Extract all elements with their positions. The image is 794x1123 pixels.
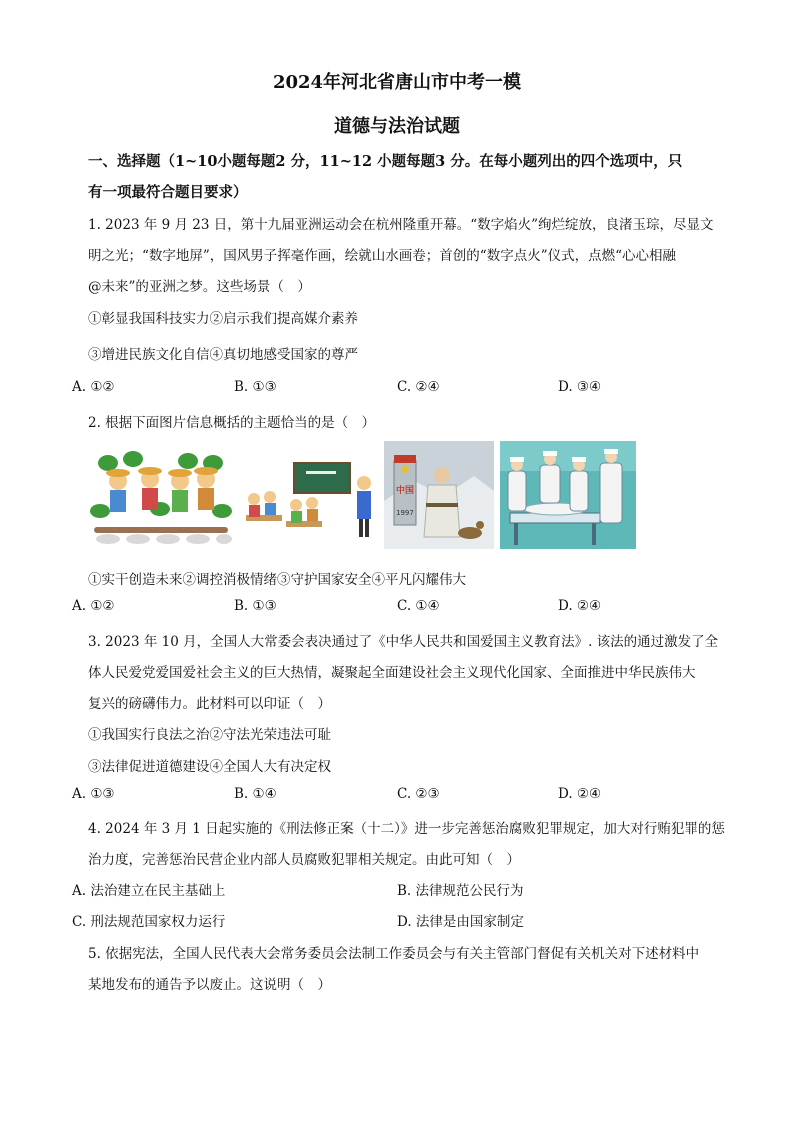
border-guard-icon (384, 441, 494, 549)
q4-option-a[interactable]: A. 法治建立在民主基础上 (72, 883, 226, 899)
q1-option-c[interactable]: C. ②④ (397, 379, 440, 395)
exam-subtitle: 道德与法治试题 (334, 116, 460, 137)
q2-image-classroom (236, 441, 382, 549)
q3-line1: 3. 2023 年 10 月，全国人大常委会表决通过了《中华人民共和国爱国主义教育法》. 该法的通过激发了全 (88, 634, 719, 650)
classroom-icon (236, 441, 382, 549)
q4-option-d[interactable]: D. 法律是由国家制定 (397, 914, 524, 930)
q3-line3: 复兴的磅礴伟力。此材料可以印证（ ） (88, 696, 331, 712)
q2-statement1: ①实干创造未来②调控消极情绪③守护国家安全④平凡闪耀伟大 (88, 572, 466, 588)
q1-line1: 1. 2023 年 9 月 23 日，第十九届亚洲运动会在杭州隆重开幕。“数字焰火”绚烂绽放，良渚玉琮，尽显文 (88, 217, 714, 233)
exam-title: 2024年河北省唐山市中考一模 (272, 72, 522, 93)
section-heading-line1: 一、选择题（1~10小题每题2 分，11~12 小题每题3 分。在每小题列出的四个选项中，只 (88, 153, 683, 170)
q4-option-c[interactable]: C. 刑法规范国家权力运行 (72, 914, 226, 930)
q5-line1: 5. 依据宪法，全国人民代表大会常务委员会法制工作委员会与有关主管部门督促有关机关对下述材料中 (88, 946, 700, 962)
q2-option-d[interactable]: D. ②④ (558, 598, 602, 614)
q3-option-c[interactable]: C. ②③ (397, 786, 440, 802)
q3-option-b[interactable]: B. ①④ (234, 786, 277, 802)
q1-line3: @未来”的亚洲之梦。这些场景（ ） (88, 279, 311, 295)
q2-line1: 2. 根据下面图片信息概括的主题恰当的是（ ） (88, 415, 376, 431)
q1-option-a[interactable]: A. ①② (72, 379, 115, 395)
q3-statement2: ③法律促进道德建设④全国人大有决定权 (88, 759, 331, 775)
section-heading-line2: 有一项最符合题目要求） (88, 184, 248, 201)
border-marker-year: 1997 (396, 509, 414, 517)
border-marker-label: 中国 (396, 486, 415, 496)
q2-image-doctors (500, 441, 636, 549)
q2-option-b[interactable]: B. ①③ (234, 598, 277, 614)
q1-statement1: ①彰显我国科技实力②启示我们提高媒介素养 (88, 311, 358, 327)
q1-line2: 明之光；“数字地屏”，国风男子挥毫作画，绘就山水画卷；首创的“数字点火”仪式，点燃“心心相融 (88, 248, 677, 264)
q4-line2: 治力度，完善惩治民营企业内部人员腐败犯罪相关规定。由此可知（ ） (88, 852, 520, 868)
q1-option-d[interactable]: D. ③④ (558, 379, 602, 395)
q2-image-border-guard (384, 441, 494, 549)
q3-statement1: ①我国实行良法之治②守法光荣违法可耻 (88, 727, 331, 743)
q5-line2: 某地发布的通告予以废止。这说明（ ） (88, 977, 331, 993)
q1-statement2: ③增进民族文化自信④真切地感受国家的尊严 (88, 347, 358, 363)
farming-kids-icon (88, 441, 234, 549)
q4-line1: 4. 2024 年 3 月 1 日起实施的《刑法修正案（十二）》进一步完善惩治腐败犯罪规定，加大对行贿犯罪的惩 (88, 821, 725, 837)
q2-option-a[interactable]: A. ①② (72, 598, 115, 614)
q2-option-c[interactable]: C. ①④ (397, 598, 440, 614)
q3-option-d[interactable]: D. ②④ (558, 786, 602, 802)
q3-option-a[interactable]: A. ①③ (72, 786, 115, 802)
q4-option-b[interactable]: B. 法律规范公民行为 (397, 883, 524, 899)
doctors-surgery-icon (500, 441, 636, 549)
q3-line2: 体人民爱党爱国爱社会主义的巨大热情，凝聚起全面建设社会主义现代化国家、全面推进中华民族伟大 (88, 665, 696, 681)
q1-option-b[interactable]: B. ①③ (234, 379, 277, 395)
q2-image-farming (88, 441, 234, 549)
